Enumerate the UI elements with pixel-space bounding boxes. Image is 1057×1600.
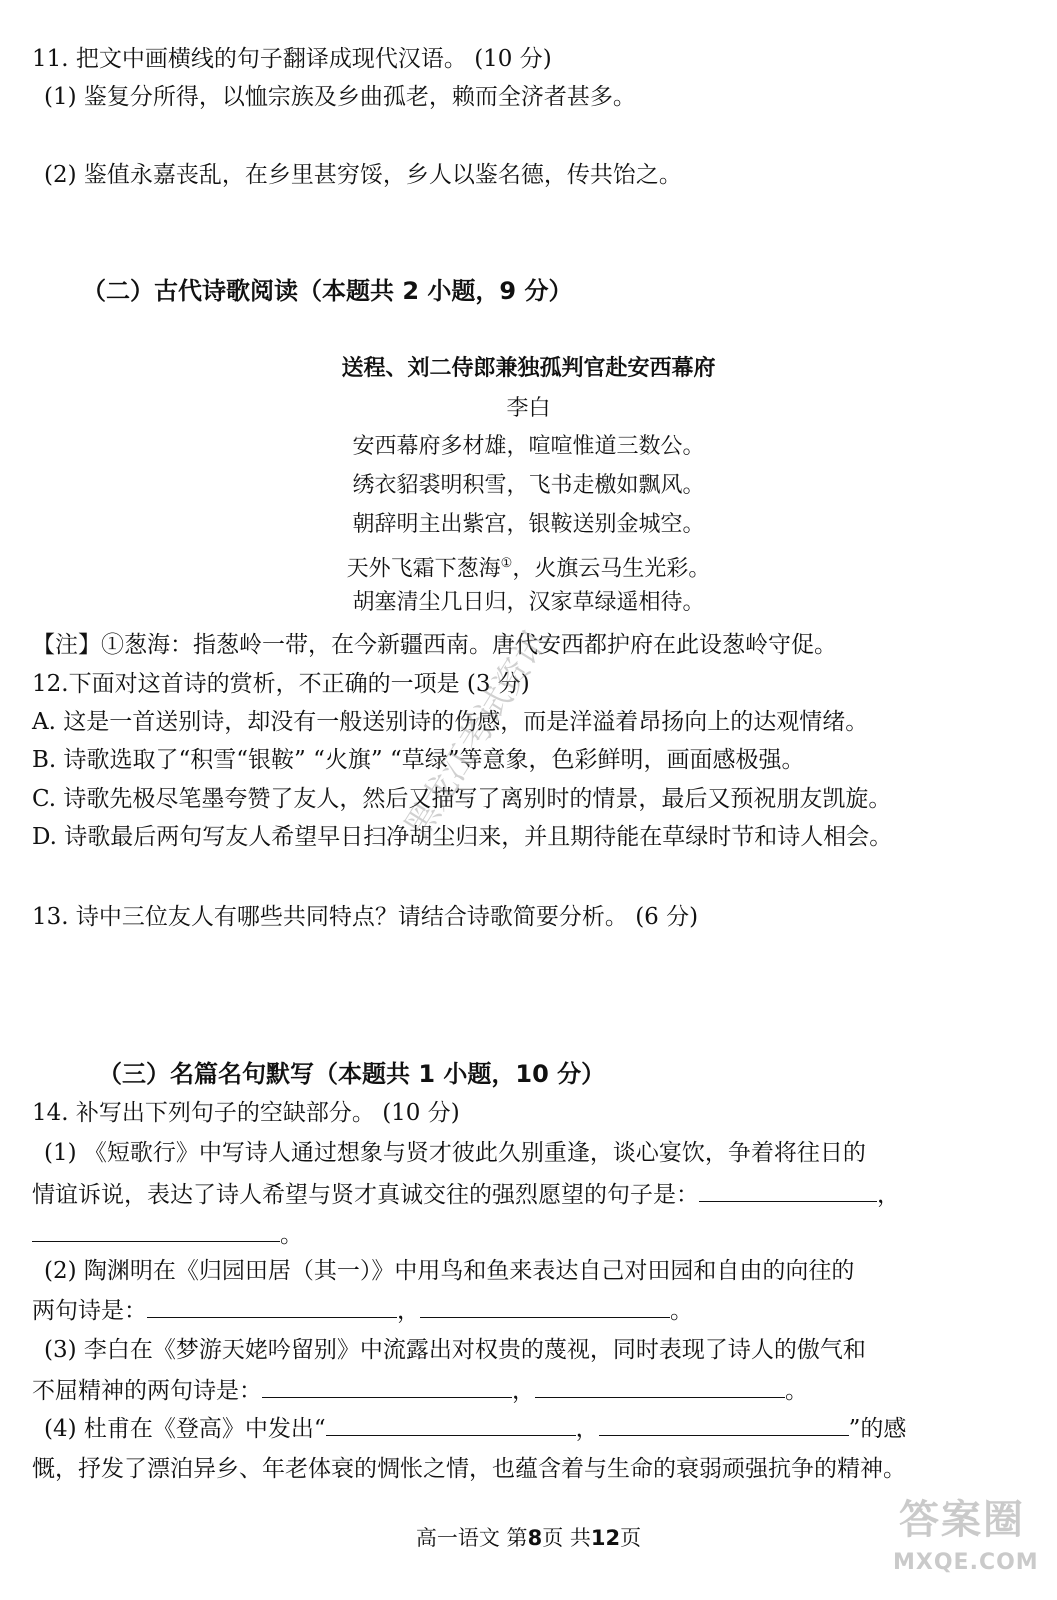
poem-author: 李白 bbox=[506, 396, 551, 421]
q14-part-4-line-1: (4) 杜甫在《登高》中发出“ ， ”的感 bbox=[44, 1416, 907, 1442]
poem-line-4-part-2: ，火旗云马生光彩。 bbox=[512, 556, 711, 582]
q14-part-2-line-1: (2) 陶渊明在《归园田居（其一）》中用鸟和鱼来表达自己对田园和自由的向往的 bbox=[44, 1258, 855, 1284]
section-3-heading: （三）名篇名句默写（本题共 1 小题，10 分） bbox=[98, 1060, 606, 1088]
q11-stem: 11. 把文中画横线的句子翻译成现代汉语。 (10 分) bbox=[32, 46, 552, 72]
q14-part-4-prompt: (4) 杜甫在《登高》中发出“ bbox=[44, 1416, 326, 1442]
poem-line-5: 胡塞清尘几日归，汉家草绿遥相待。 bbox=[352, 590, 705, 615]
footer-text-2: 页 共 bbox=[542, 1526, 591, 1550]
answer-blank-1b[interactable] bbox=[32, 1221, 280, 1242]
q14-part-2-prompt: 两句诗是： bbox=[32, 1298, 147, 1324]
logo-domain: MXQE.COM bbox=[893, 1550, 1039, 1575]
answer-blank-2b[interactable] bbox=[420, 1297, 670, 1318]
page-number: 8 bbox=[527, 1526, 543, 1550]
answer-blank-4b[interactable] bbox=[599, 1415, 849, 1436]
answer-blank-1a[interactable] bbox=[699, 1181, 877, 1202]
site-logo bbox=[889, 1488, 1039, 1588]
section-2-heading: （二）古代诗歌阅读（本题共 2 小题，9 分） bbox=[82, 277, 573, 305]
q14-part-2-line-2: 两句诗是： ， 。 bbox=[32, 1298, 693, 1324]
poem-note: 【注】①葱海：指葱岭一带，在今新疆西南。唐代安西都护府在此设葱岭守促。 bbox=[32, 632, 837, 658]
poem-line-4-part-1: 天外飞霜下葱海 bbox=[346, 556, 501, 582]
poem-line-4 bbox=[0, 549, 1057, 584]
q12-option-c: C. 诗歌先极尽笔墨夸赞了友人，然后又描写了离别时的情景，最后又预祝朋友凯旋。 bbox=[32, 786, 892, 812]
q12-option-a: A. 这是一首送别诗，却没有一般送别诗的伤感，而是洋溢着昂扬向上的达观情绪。 bbox=[32, 709, 869, 735]
q14-part-1-line-2: 情谊诉说，表达了诗人希望与贤才真诚交往的强烈愿望的句子是： ， bbox=[32, 1182, 900, 1208]
logo-text: 答案圈 bbox=[899, 1497, 1025, 1543]
q12-option-b: B. 诗歌选取了“积雪“银鞍” “火旗” “草绿”等意象，色彩鲜明，画面感极强。 bbox=[32, 747, 805, 773]
q14-stem: 14. 补写出下列句子的空缺部分。 (10 分) bbox=[32, 1100, 460, 1126]
q14-part-3-line-1: (3) 李白在《梦游天姥吟留别》中流露出对权贵的蔑视，同时表现了诗人的傲气和 bbox=[44, 1337, 866, 1363]
poem-line-3: 朝辞明主出紫宫，银鞍送别金城空。 bbox=[352, 512, 705, 537]
q13-stem: 13. 诗中三位友人有哪些共同特点？请结合诗歌简要分析。 (6 分) bbox=[32, 904, 699, 930]
answer-blank-4a[interactable] bbox=[326, 1415, 576, 1436]
answer-blank-3a[interactable] bbox=[262, 1377, 512, 1398]
q11-sentence-2: (2) 鉴值永嘉丧乱，在乡里甚穷馁，乡人以鉴名德，传共饴之。 bbox=[44, 162, 682, 188]
footer-text-3: 页 bbox=[620, 1526, 642, 1550]
poem-title: 送程、刘二侍郎兼独孤判官赴安西幕府 bbox=[341, 355, 716, 381]
poem-line-2: 绣衣貂裘明积雪，飞书走檄如飘风。 bbox=[352, 473, 705, 498]
q14-part-3-line-2: 不屈精神的两句诗是： ， 。 bbox=[32, 1378, 808, 1404]
q14-part-3-prompt: 不屈精神的两句诗是： bbox=[32, 1378, 262, 1404]
footnote-marker: ① bbox=[500, 556, 513, 571]
answer-blank-2a[interactable] bbox=[147, 1297, 397, 1318]
q12-stem: 12.下面对这首诗的赏析，不正确的一项是 (3 分) bbox=[32, 671, 530, 697]
answer-blank-3b[interactable] bbox=[535, 1377, 785, 1398]
poem-line-1: 安西幕府多材雄，喧喧惟道三数公。 bbox=[352, 434, 705, 459]
q14-part-4-suffix: ”的感 bbox=[848, 1416, 907, 1442]
footer-text-1: 高一语文 第 bbox=[415, 1526, 528, 1550]
q11-sentence-1: (1) 鉴复分所得，以恤宗族及乡曲孤老，赖而全济者甚多。 bbox=[44, 84, 636, 110]
q12-option-d: D. 诗歌最后两句写友人希望早日扫净胡尘归来，并且期待能在草绿时节和诗人相会。 bbox=[32, 824, 893, 850]
watermark: 黑龙江考试资讯 bbox=[396, 622, 557, 846]
q14-part-1-line-3: 。 bbox=[32, 1220, 303, 1250]
q14-part-1-prompt: 情谊诉说，表达了诗人希望与贤才真诚交往的强烈愿望的句子是： bbox=[32, 1182, 699, 1208]
q14-part-1-line-1: (1) 《短歌行》中写诗人通过想象与贤才彼此久别重逢，谈心宴饮，争着将往日的 bbox=[44, 1140, 866, 1166]
q14-part-4-line-2: 慨，抒发了漂泊异乡、年老体衰的惆怅之情，也蕴含着与生命的衰弱顽强抗争的精神。 bbox=[32, 1456, 906, 1482]
page-total: 12 bbox=[590, 1526, 621, 1550]
